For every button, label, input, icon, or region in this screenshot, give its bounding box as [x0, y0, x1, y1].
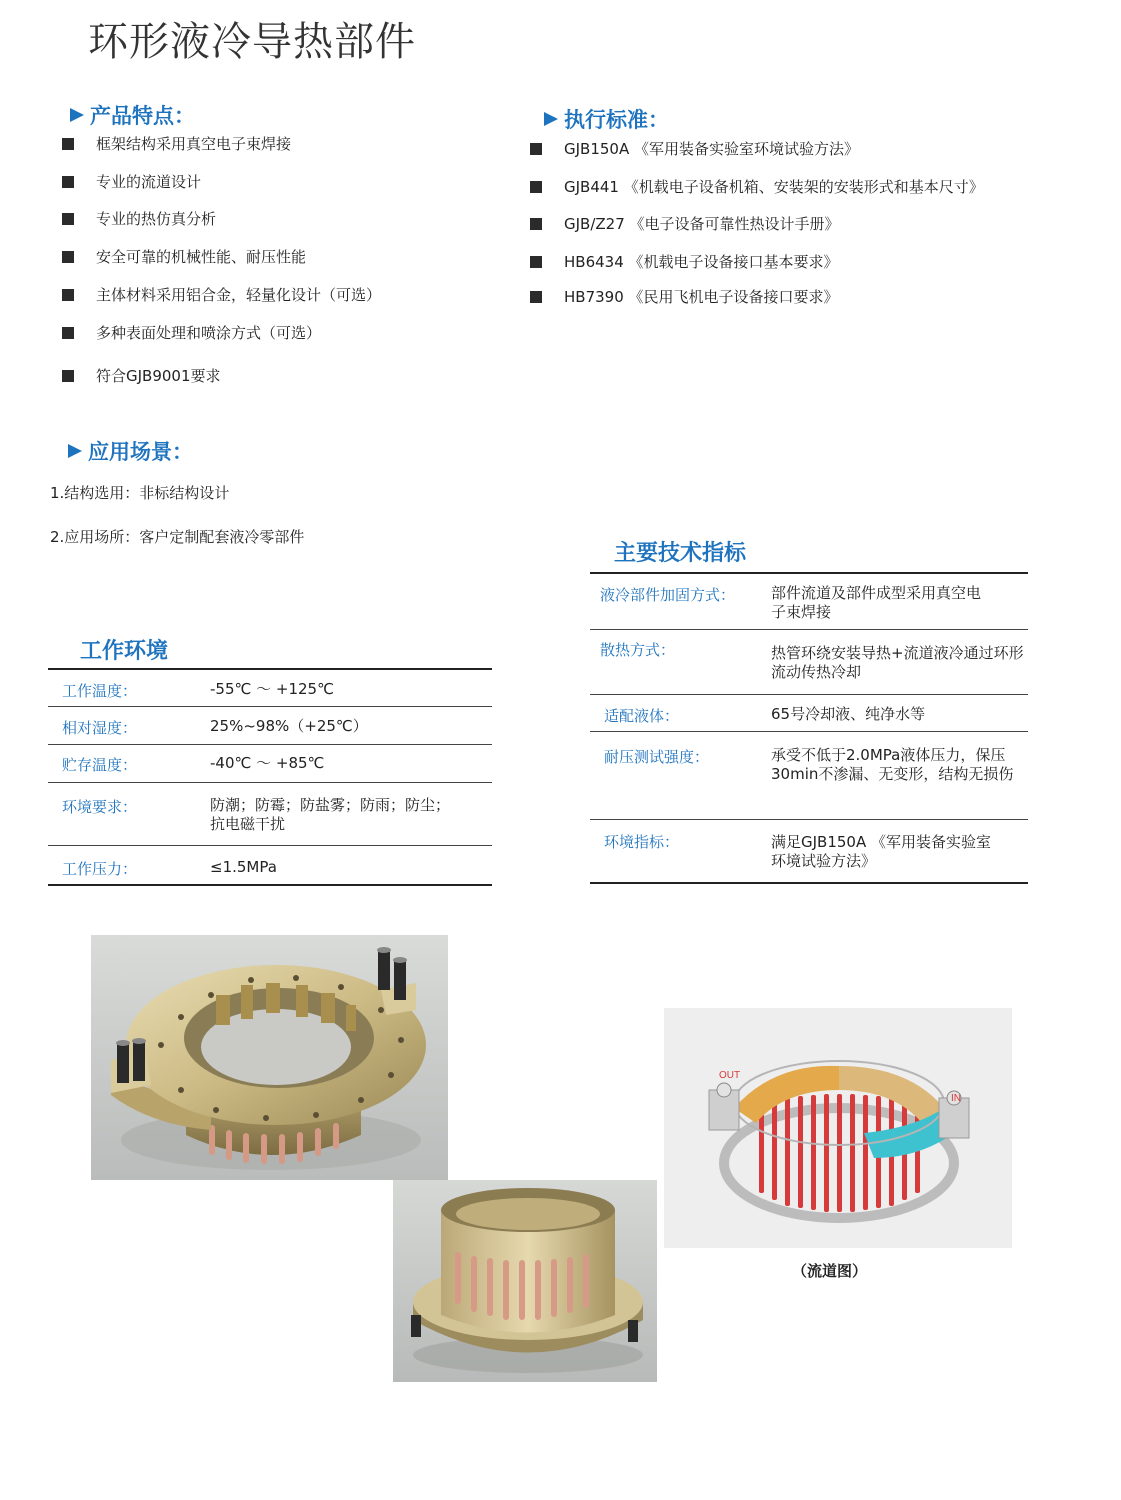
- square-bullet-icon: [62, 251, 74, 263]
- application-item: 2.应用场所：客户定制配套液冷零部件: [50, 528, 305, 546]
- spec-table: [590, 572, 1028, 886]
- table-rule: [590, 882, 1028, 884]
- spec-row-label: 散热方式：: [600, 641, 676, 659]
- spec-row-value: 承受不低于2.0MPa液体压力，保压30min不渗漏、无变形，结构无损伤: [771, 746, 1014, 783]
- feature-item: [62, 208, 216, 229]
- flow-in-label: IN: [951, 1093, 961, 1104]
- features-heading: [70, 100, 195, 130]
- square-bullet-icon: [62, 138, 74, 150]
- table-rule: [590, 572, 1028, 574]
- table-rule: [48, 744, 492, 745]
- square-bullet-icon: [62, 370, 74, 382]
- product-photo-flange-ring: [91, 935, 448, 1180]
- env-row-label: 相对湿度：: [62, 719, 138, 737]
- application-item: 1.结构选用：非标结构设计: [50, 484, 230, 502]
- standard-item: [530, 176, 984, 197]
- square-bullet-icon: [530, 181, 542, 193]
- standard-item-text: HB6434 《机载电子设备接口基本要求》: [564, 253, 839, 271]
- spec-row-label: 液冷部件加固方式：: [600, 586, 736, 604]
- flow-out-label: OUT: [719, 1070, 741, 1081]
- feature-item-text: 专业的热仿真分析: [96, 210, 217, 228]
- feature-item-text: 符合GJB9001要求: [96, 367, 221, 385]
- flow-diagram-image: [664, 1008, 1012, 1248]
- feature-item: [62, 322, 321, 343]
- table-rule: [48, 845, 492, 846]
- table-rule: [48, 782, 492, 783]
- feature-item: [62, 246, 306, 267]
- features-heading-text: 产品特点：: [90, 104, 195, 128]
- applications-heading-text: 应用场景：: [88, 440, 193, 464]
- triangle-bullet-icon: [70, 108, 84, 122]
- feature-item: [62, 171, 201, 192]
- square-bullet-icon: [62, 327, 74, 339]
- env-row-label: 工作温度：: [62, 682, 138, 700]
- square-bullet-icon: [530, 291, 542, 303]
- square-bullet-icon: [62, 213, 74, 225]
- flow-diagram: [664, 1008, 1012, 1248]
- spec-row-value: 满足GJB150A 《军用装备实验室环境试验方法》: [771, 833, 991, 870]
- table-rule: [48, 668, 492, 670]
- applications-heading: [68, 436, 193, 466]
- standard-item: [530, 138, 859, 159]
- spec-row-value: 65号冷却液、纯净水等: [771, 705, 926, 723]
- feature-item-text: 框架结构采用真空电子束焊接: [96, 135, 292, 153]
- standards-heading-text: 执行标准：: [564, 108, 669, 132]
- flow-diagram-caption: （流道图）: [792, 1262, 868, 1280]
- env-row-value: -40℃ ～ +85℃: [210, 754, 325, 772]
- standard-item: [530, 286, 839, 307]
- env-table-title: 工作环境: [80, 639, 169, 664]
- table-rule: [590, 731, 1028, 732]
- spec-row-label: 环境指标：: [604, 833, 680, 851]
- standard-item: [530, 213, 840, 234]
- env-row-value: -55℃ ～ +125℃: [210, 680, 334, 698]
- cylinder-ring-image: [393, 1180, 657, 1382]
- env-table: [48, 668, 492, 886]
- square-bullet-icon: [62, 289, 74, 301]
- standard-item-text: GJB441 《机载电子设备机箱、安装架的安装形式和基本尺寸》: [564, 178, 984, 196]
- square-bullet-icon: [530, 143, 542, 155]
- table-rule: [590, 819, 1028, 820]
- env-row-value: 25%~98%（+25℃）: [210, 717, 368, 735]
- env-row-label: 贮存温度：: [62, 756, 138, 774]
- page-title: 环形液冷导热部件: [88, 19, 416, 65]
- env-row-value: 防潮；防霉；防盐雾；防雨；防尘；抗电磁干扰: [210, 796, 451, 833]
- feature-item-text: 主体材料采用铝合金，轻量化设计（可选）: [96, 286, 382, 304]
- table-rule: [590, 629, 1028, 630]
- triangle-bullet-icon: [544, 112, 558, 126]
- flange-ring-image: [91, 935, 448, 1180]
- spec-row-value: 部件流道及部件成型采用真空电子束焊接: [771, 584, 982, 621]
- table-rule: [590, 694, 1028, 695]
- standard-item-text: HB7390 《民用飞机电子设备接口要求》: [564, 288, 839, 306]
- product-photo-cylinder-ring: [393, 1180, 657, 1382]
- standard-item-text: GJB/Z27 《电子设备可靠性热设计手册》: [564, 215, 840, 233]
- standard-item-text: GJB150A 《军用装备实验室环境试验方法》: [564, 140, 859, 158]
- square-bullet-icon: [530, 218, 542, 230]
- standard-item: [530, 251, 839, 272]
- spec-row-value: 热管环绕安装导热+流道液冷通过环形流动传热冷却: [771, 644, 1024, 681]
- env-row-label: 工作压力：: [62, 860, 138, 878]
- feature-item-text: 安全可靠的机械性能、耐压性能: [96, 248, 307, 266]
- env-row-label: 环境要求：: [62, 798, 138, 816]
- feature-item: [62, 365, 221, 386]
- feature-item-text: 专业的流道设计: [96, 173, 202, 191]
- spec-row-label: 耐压测试强度：: [604, 748, 710, 766]
- spec-row-label: 适配液体：: [604, 707, 680, 725]
- spec-table-title: 主要技术指标: [614, 541, 747, 566]
- square-bullet-icon: [62, 176, 74, 188]
- feature-item: [62, 133, 291, 154]
- feature-item: [62, 284, 381, 305]
- table-rule: [48, 706, 492, 707]
- env-row-value: ≤1.5MPa: [210, 858, 277, 876]
- feature-item-text: 多种表面处理和喷涂方式（可选）: [96, 324, 322, 342]
- triangle-bullet-icon: [68, 444, 82, 458]
- standards-heading: [544, 104, 669, 134]
- square-bullet-icon: [530, 256, 542, 268]
- table-rule: [48, 884, 492, 886]
